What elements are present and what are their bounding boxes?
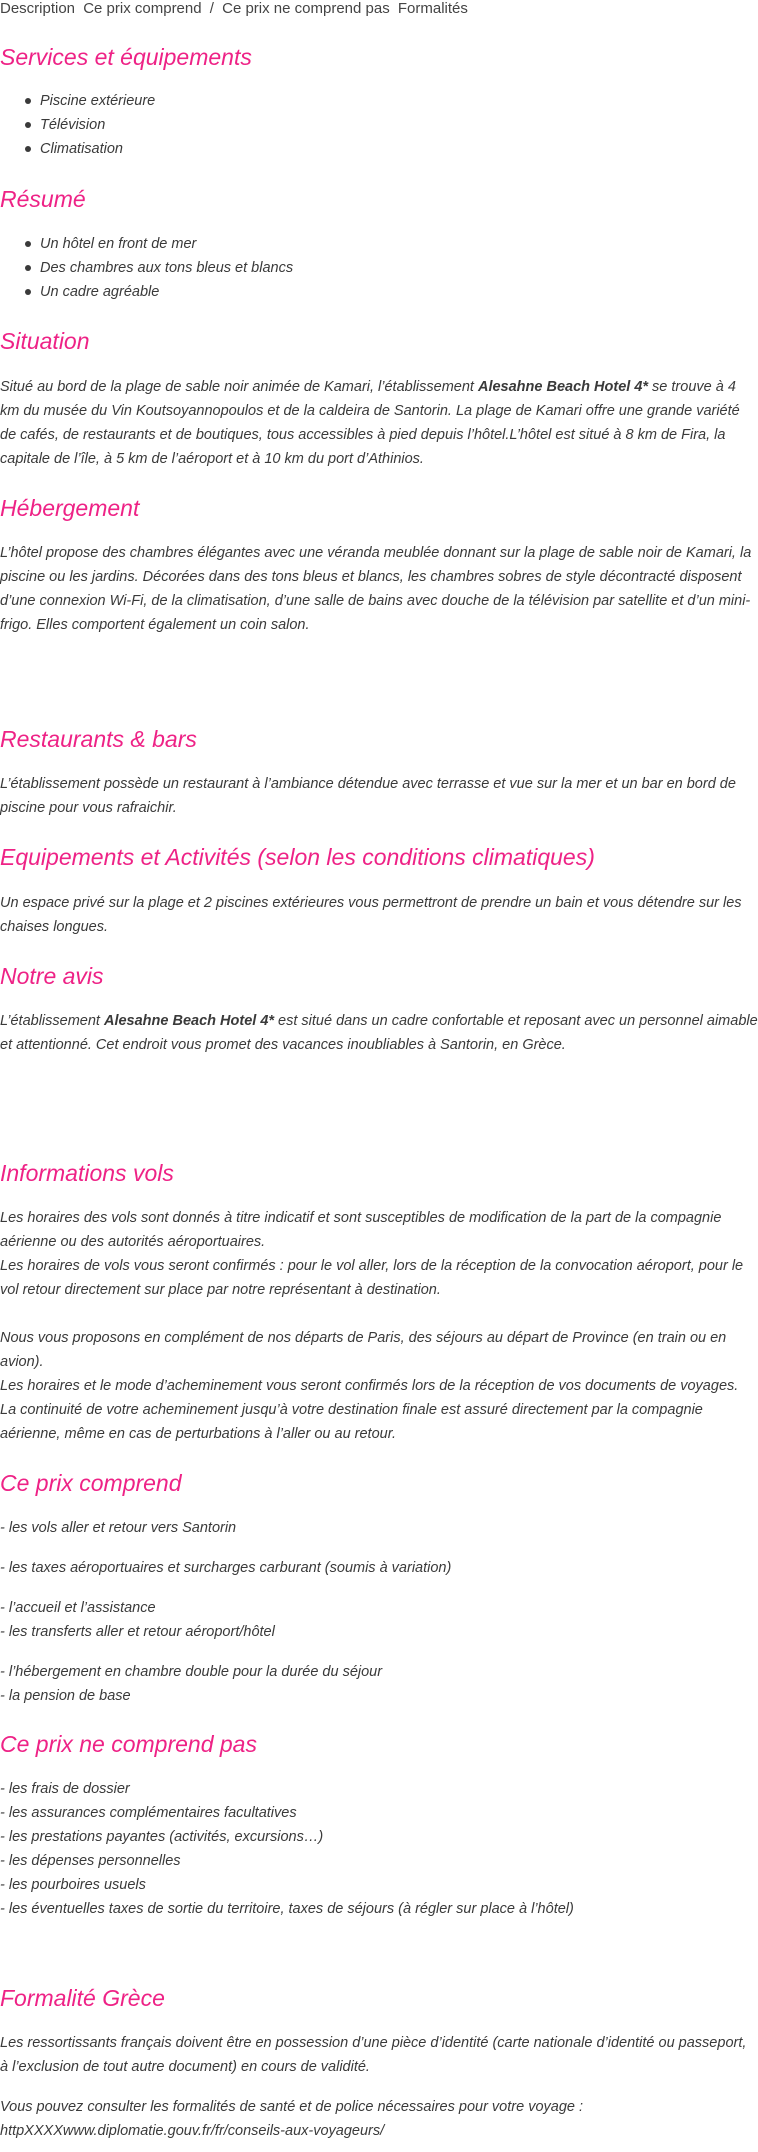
list-item: - les taxes aéroportuaires et surcharges carburant (soumis à variation) bbox=[0, 1560, 452, 1576]
resume-heading: Résumé bbox=[0, 186, 86, 212]
list-item: Télévision bbox=[0, 113, 155, 137]
list-item: - l’hébergement en chambre double pour la durée du séjour bbox=[0, 1664, 383, 1680]
vols-paragraph: Nous vous proposons en complément de nos départs de Paris, des séjours au départ de Province (en train ou en avion). bbox=[0, 1330, 727, 1370]
vols-paragraph: Les horaires et le mode d’acheminement vous seront confirmés lors de la réception de vos documents de voyages. bbox=[0, 1378, 739, 1394]
tab-ce-prix-comprend[interactable]: Ce prix comprend bbox=[83, 0, 202, 17]
list-item: - les frais de dossier bbox=[0, 1781, 130, 1797]
list-item: - l’accueil et l’assistance bbox=[0, 1600, 156, 1616]
vols-text bbox=[0, 1206, 758, 1446]
vols-paragraph: Les horaires des vols sont donnés à titre indicatif et sont susceptibles de modification de la part de la compagnie aérienne ou des autorités aéroportuaires. bbox=[0, 1210, 722, 1250]
list-item: - les prestations payantes (activités, excursions…) bbox=[0, 1829, 324, 1845]
avis-text: L’établissement Alesahne Beach Hotel 4* est situé dans un cadre confortable et reposant avec un personnel aimable et attentionné. Cet endroit vous promet des vacances inoubliables à Santorin, en Grèce. bbox=[0, 1013, 758, 1053]
list-item: Un hôtel en front de mer bbox=[0, 232, 293, 256]
formalite-paragraph: Vous pouvez consulter les formalités de santé et de police nécessaires pour votre voyage : bbox=[0, 2099, 584, 2115]
formalite-heading: Formalité Grèce bbox=[0, 1985, 165, 2011]
list-item: Climatisation bbox=[0, 137, 155, 161]
equipements-text: Un espace privé sur la plage et 2 piscines extérieures vous permettront de prendre un bain et vous détendre sur les chaises longues. bbox=[0, 895, 742, 935]
comprend-list bbox=[0, 1516, 758, 1708]
ne-comprend-heading: Ce prix ne comprend pas bbox=[0, 1731, 257, 1757]
vols-paragraph: Les horaires de vols vous seront confirmés : pour le vol aller, lors de la réception de la convocation aéroport, pour le vol retour directement sur place par notre représentant à destination. bbox=[0, 1258, 744, 1298]
formalite-text bbox=[0, 2031, 758, 2143]
tab-ce-prix-ne-comprend-pas[interactable]: Ce prix ne comprend pas bbox=[222, 0, 390, 17]
list-item: Des chambres aux tons bleus et blancs bbox=[0, 256, 293, 280]
formalite-link[interactable]: httpXXXXwww.diplomatie.gouv.fr/fr/conseils-aux-voyageurs/ bbox=[0, 2123, 385, 2139]
vols-heading: Informations vols bbox=[0, 1160, 174, 1186]
list-item: Piscine extérieure bbox=[0, 89, 155, 113]
resume-list bbox=[0, 232, 293, 304]
comprend-heading: Ce prix comprend bbox=[0, 1470, 182, 1496]
hebergement-heading: Hébergement bbox=[0, 495, 140, 521]
list-item: - les transferts aller et retour aéroport/hôtel bbox=[0, 1624, 275, 1640]
list-item: - les dépenses personnelles bbox=[0, 1853, 181, 1869]
formalite-paragraph: Les ressortissants français doivent être en possession d’une pièce d’identité (carte nationale d’identité ou passeport, à l’exclusion de tout autre document) en cours de validité. bbox=[0, 2035, 747, 2075]
equipements-heading: Equipements et Activités (selon les conditions climatiques) bbox=[0, 844, 595, 870]
list-item: - les pourboires usuels bbox=[0, 1877, 146, 1893]
restaurants-heading: Restaurants & bars bbox=[0, 726, 197, 752]
list-item: - la pension de base bbox=[0, 1688, 131, 1704]
tab-bar bbox=[0, 0, 472, 20]
list-item: Un cadre agréable bbox=[0, 280, 293, 304]
tab-separator: / bbox=[209, 0, 214, 17]
list-item: - les éventuelles taxes de sortie du territoire, taxes de séjours (à régler sur place à l’hôtel) bbox=[0, 1901, 574, 1917]
services-list bbox=[0, 89, 155, 161]
restaurants-text: L’établissement possède un restaurant à l’ambiance détendue avec terrasse et vue sur la mer et un bar en bord de piscine pour vous rafraichir. bbox=[0, 776, 736, 816]
tab-formalites[interactable]: Formalités bbox=[397, 0, 468, 17]
avis-heading: Notre avis bbox=[0, 963, 104, 989]
situation-heading: Situation bbox=[0, 328, 90, 354]
list-item: - les assurances complémentaires facultatives bbox=[0, 1805, 297, 1821]
hotel-name: Alesahne Beach Hotel 4* bbox=[477, 379, 649, 395]
vols-paragraph: La continuité de votre acheminement jusqu’à votre destination finale est assuré directement par la compagnie aérienne, même en cas de perturbations à l’aller ou au retour. bbox=[0, 1402, 703, 1442]
situation-text: Situé au bord de la plage de sable noir animée de Kamari, l’établissement Alesahne Beach Hotel 4* se trouve à 4 km du musée du Vin Koutsoyannopoulos et de la caldeira de Santorin. La plage de Kamari offre une grande variété de cafés, de restaurants et de boutiques, tous accessibles à pied depuis l’hôtel.L’hôtel est situé à 8 km de Fira, la capitale de l’île, à 5 km de l’aéroport et à 10 km du port d’Athinios. bbox=[0, 379, 740, 467]
ne-comprend-list bbox=[0, 1777, 758, 1921]
hotel-name: Alesahne Beach Hotel 4* bbox=[103, 1013, 275, 1029]
services-heading: Services et équipements bbox=[0, 44, 252, 70]
list-item: - les vols aller et retour vers Santorin bbox=[0, 1520, 237, 1536]
tab-description[interactable]: Description bbox=[0, 0, 76, 17]
hebergement-text: L’hôtel propose des chambres élégantes avec une véranda meublée donnant sur la plage de sable noir de Kamari, la piscine ou les jardins. Décorées dans des tons bleus et blancs, les chambres sobres de style décontracté disposent d’une connexion Wi-Fi, de la climatisation, d’une salle de bains avec douche de la télévision par satellite et d’un mini-frigo. Elles comportent également un coin salon. bbox=[0, 545, 752, 633]
